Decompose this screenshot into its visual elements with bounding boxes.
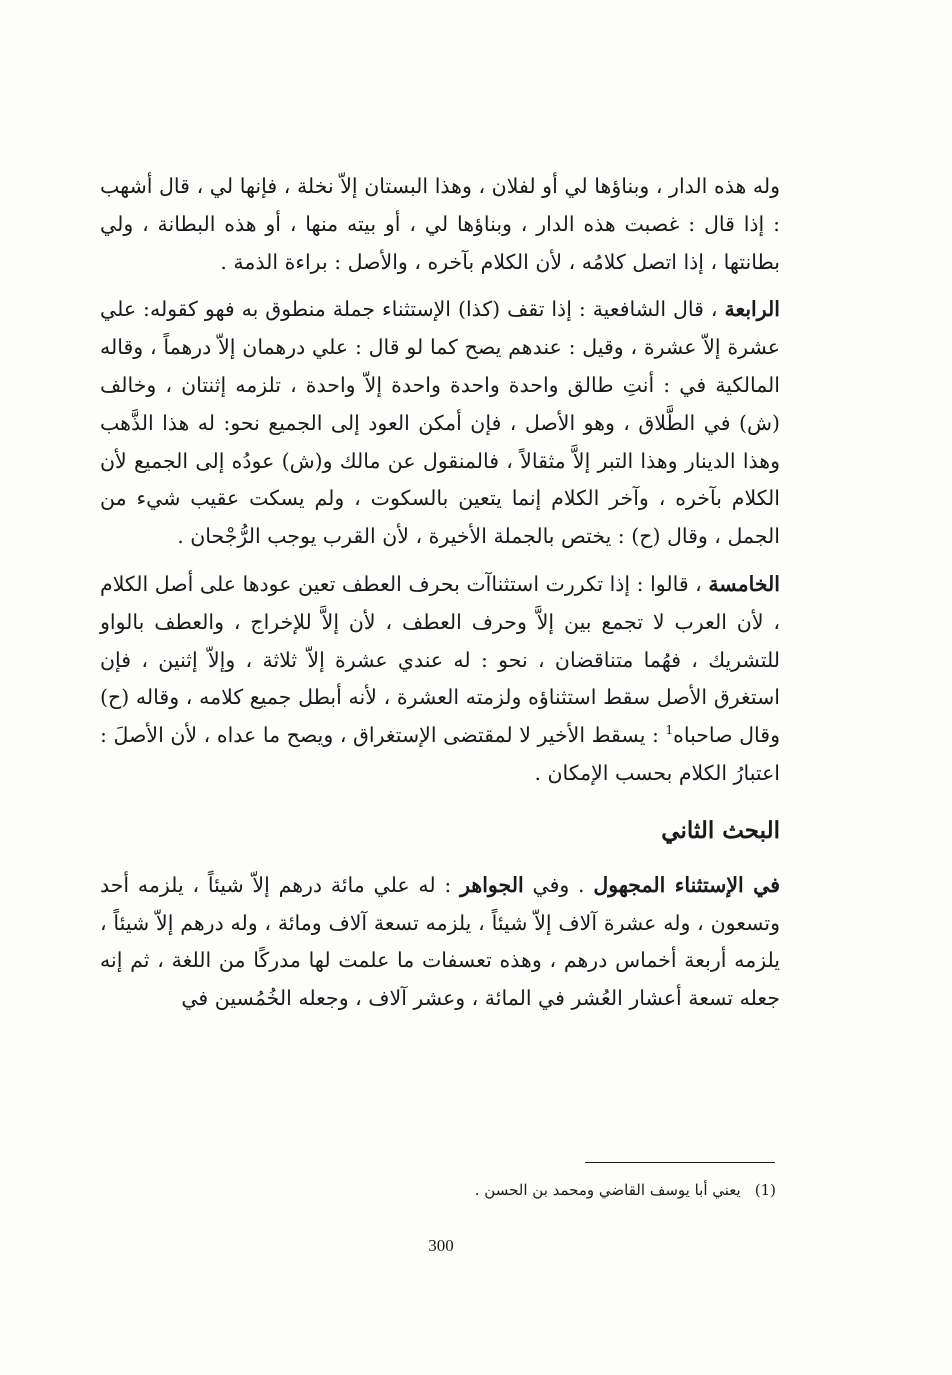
paragraph-3: [100, 566, 780, 793]
paragraph-text: ، قالوا : إذا تكررت استثناآت بحرف العطف تعين عودها على أصل الكلام ، لأن العرب لا تجمع بين إلاَّ وحرف العطف ، لأن إلاَّ للإخراج ، والعطف بالواو للتشريك ، فهُما متناقضان ، نحو : له عندي عشرة إلاّ ثلاثة ، وإلاّ إثنين ، فإن استغرق الأصل سقط استثناؤه ولزمته العشرة ، لأنه أبطل جميع كلامه ، وقاله (ح) وقال صاحباه: [100, 571, 780, 748]
footnote-reference[interactable]: 1: [665, 723, 674, 738]
paragraph-lead: الخامسة: [708, 571, 780, 596]
paragraph-1: [100, 168, 780, 281]
document-body: [100, 168, 780, 1018]
paragraph-4: [100, 867, 780, 1018]
section-heading: البحث الثاني: [661, 816, 780, 844]
paragraph-lead: الرابعة: [724, 297, 780, 322]
paragraph-text: . وفي: [523, 872, 594, 897]
paragraph-text: ، قال الشافعية : إذا تقف (كذا) الإستثناء جملة منطوق به فهو كقوله: علي عشرة إلاّ عشرة ، وقيل : عندهم يصح كما لو قال : علي درهمان إلاّ درهماً ، وقاله المالكية في : أنتِ طالق واحدة واحدة واحدة إلاّ واحدة ، تلزمه إثنتان ، وخالف (ش) في الطَّلاق ، وهو الأصل ، فإن أمكن العود إلى الجميع نحو: له هذا الذَّهب وهذا الدينار وهذا التبر إلاَّ مثقالاً ، فالمنقول عن مالك و(ش) عودُه إلى الجميع لأن الكلام بآخره ، وآخر الكلام إنما يتعين بالسكوت ، ولم يسكت عقيب شيء من الجمل ، وقال (ح) : يختص بالجملة الأخيرة ، لأن القرب يوجب الرُّجْحان .: [100, 297, 780, 549]
footnote-number: (1): [754, 1181, 776, 1199]
footnote-divider: [585, 1162, 775, 1163]
footnote: [300, 1178, 776, 1202]
paragraph-text: : له علي مائة درهم إلاّ شيئاً ، يلزمه أحد وتسعون ، وله عشرة آلاف إلاّ شيئاً ، يلزمه تسعة آلاف ومائة ، وله درهم إلاّ شيئاً ، يلزمه أربعة أخماس درهم ، وهذه تعسفات ما علمت لها مدركًا من اللغة ، ثم إنه جعله تسعة أعشار العُشر في المائة ، وعشر آلاف ، وجعله الخُمُسين في: [100, 872, 780, 1011]
source-name: الجواهر: [460, 872, 524, 897]
page-number: 300: [428, 1236, 454, 1255]
footnote-text: يعني أبا يوسف القاضي ومحمد بن الحسن .: [474, 1181, 741, 1199]
paragraph-lead: في الإستثناء المجهول: [593, 872, 780, 897]
paragraph-2: [100, 291, 780, 556]
paragraph-text: وله هذه الدار ، وبناؤها لي أو لفلان ، وهذا البستان إلاّ نخلة ، فإنها لي ، قال أشهب : إذا قال : غصبت هذه الدار ، وبناؤها لي ، أو بيته منها ، أو هذه البطانة ، ولي بطانتها ، إذا اتصل كلامُه ، لأن الكلام بآخره ، والأصل : براءة الذمة .: [100, 174, 780, 274]
paragraph-text: : يسقط الأخير لا لمقتضى الإستغراق ، ويصح ما عداه ، لأن الأصلَ : اعتبارُ الكلام بحسب الإمكان .: [100, 723, 780, 785]
